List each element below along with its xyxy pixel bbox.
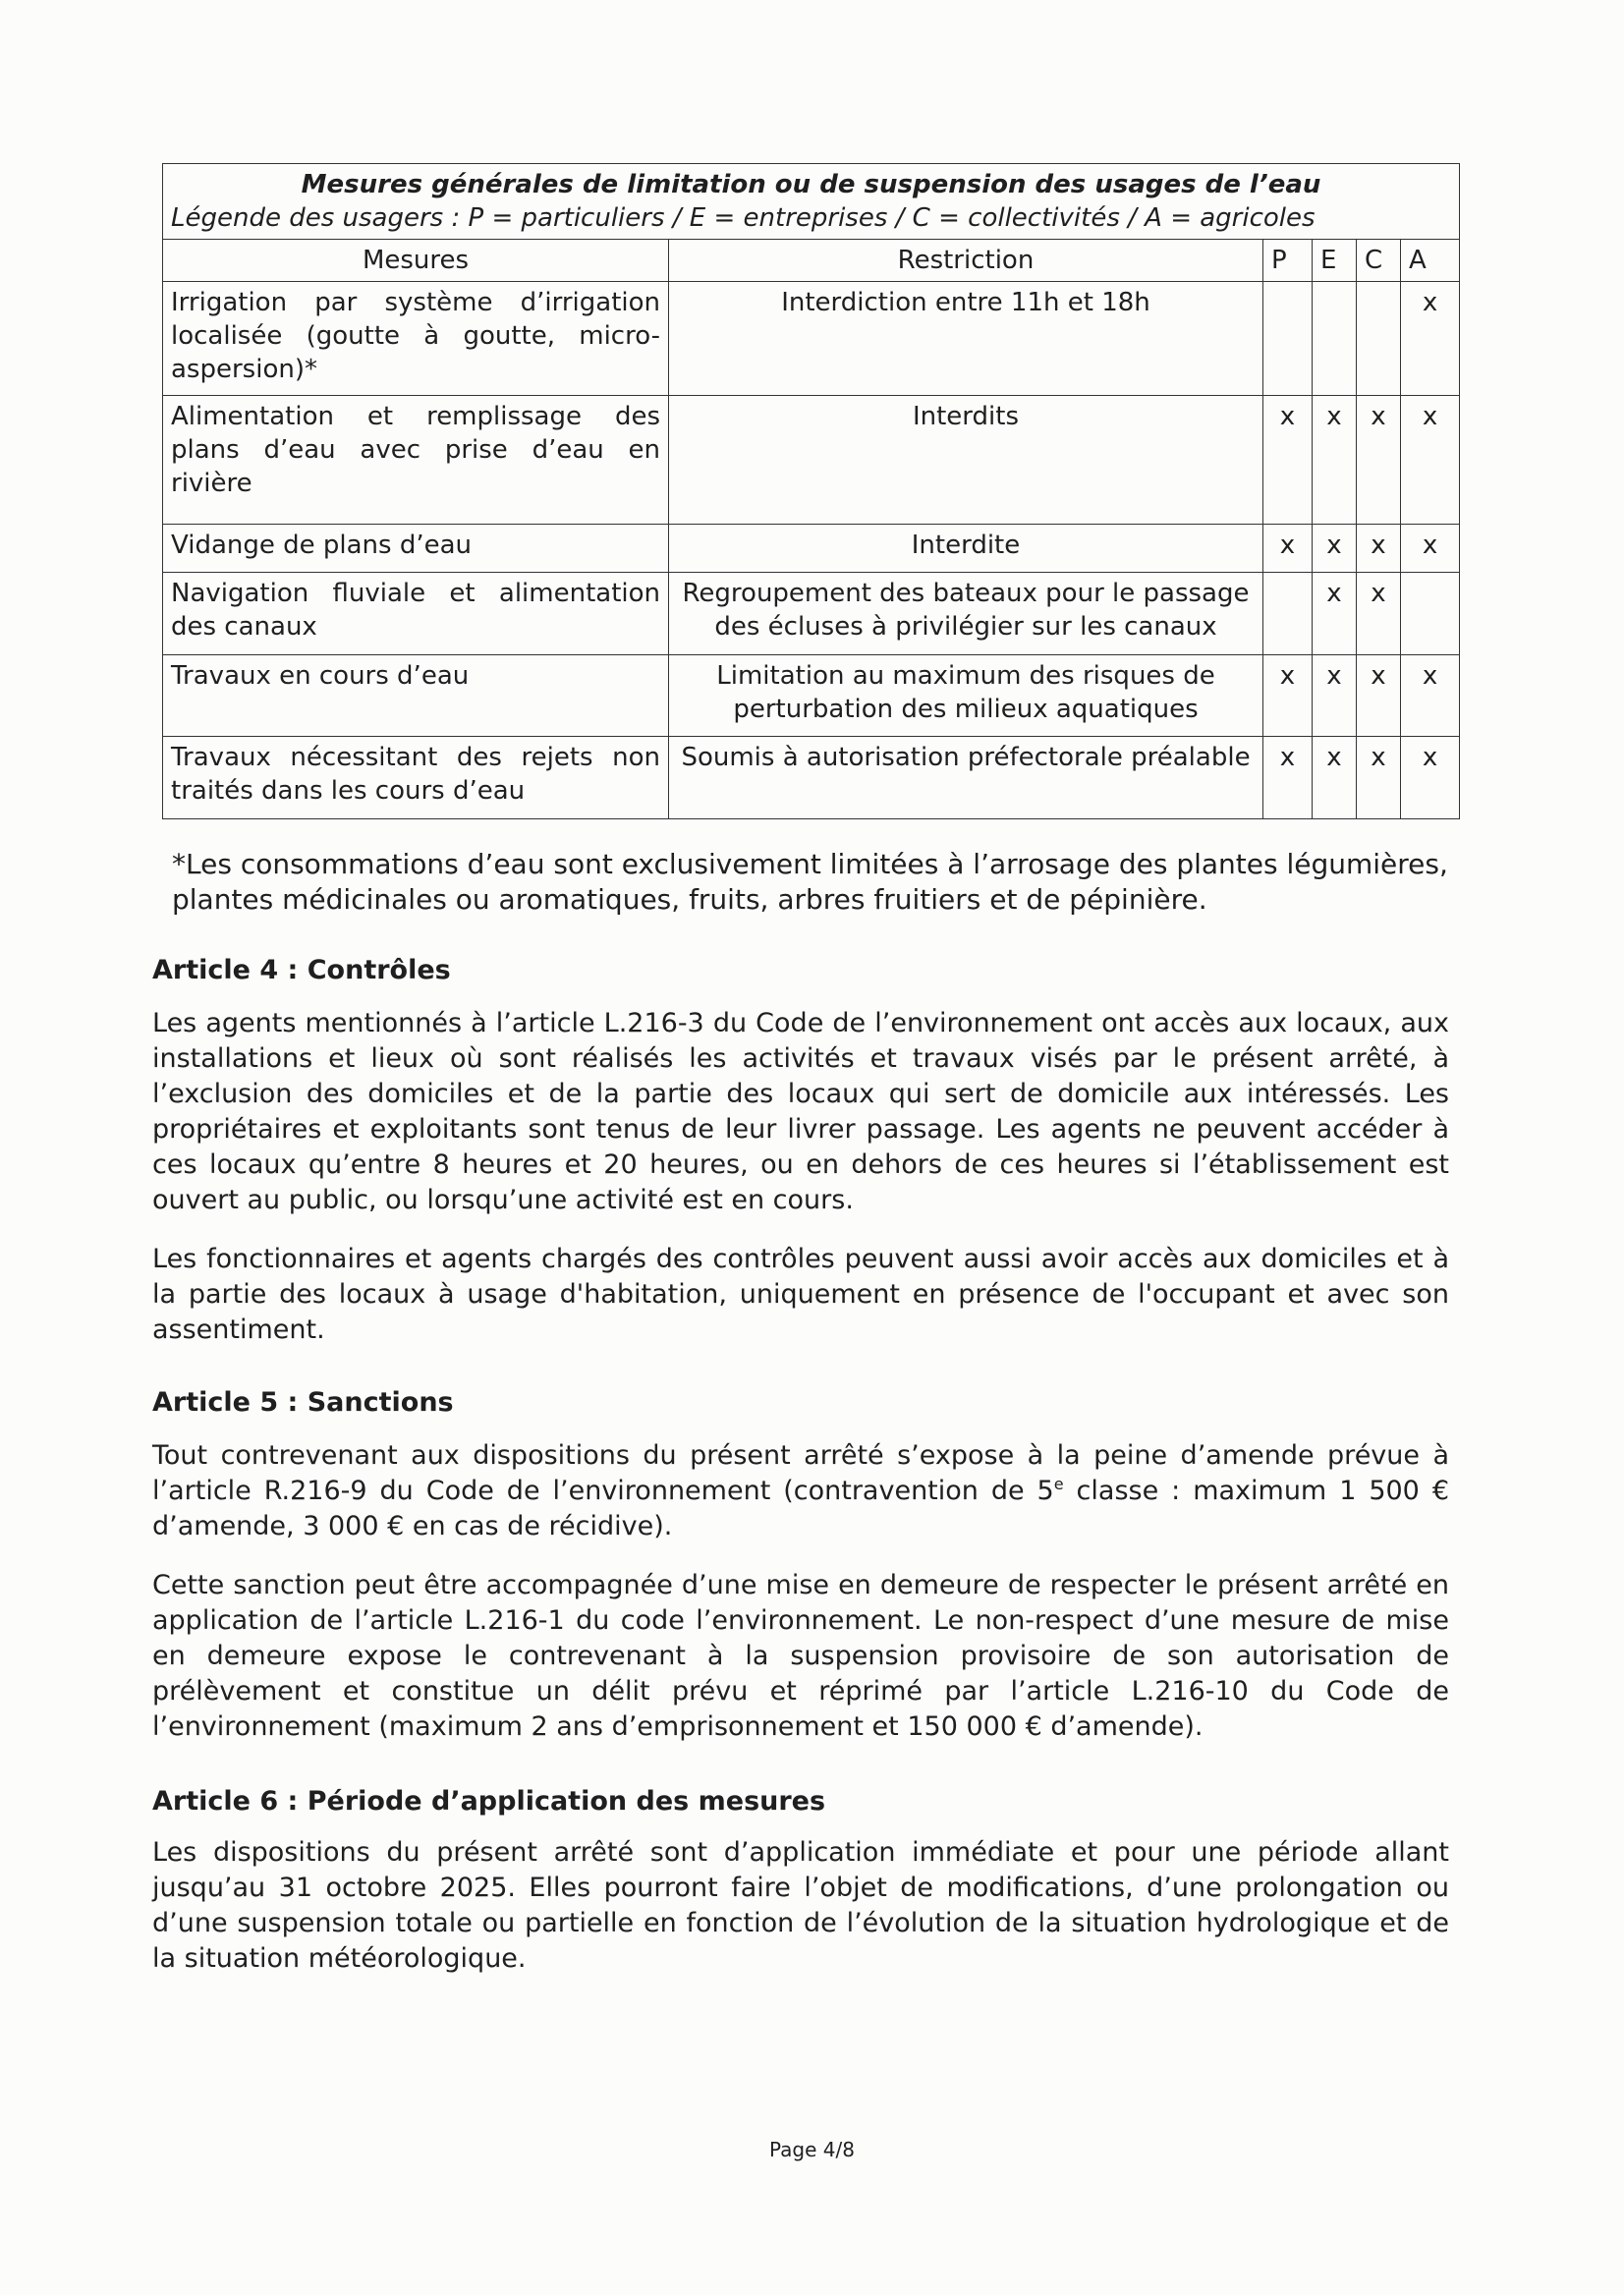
row-mark-c: x	[1357, 525, 1401, 573]
row-mark-p: x	[1263, 655, 1313, 737]
row-mark-p: x	[1263, 737, 1313, 819]
article-5-paragraph-2: Cette sanction peut être accompagnée d’une mise en demeure de respecter le présent arrêté en application de l’article L.216-1 du code l’environnement. Le non-respect d’une mesure de mise en demeure expose le contrevenant à la suspension provisoire de son autorisation de prélèvement et constitue un délit prévu et réprimé par l’article L.216-10 du Code de l’environnement (maximum 2 ans d’emprisonnement et 150 000 € d’amende).	[152, 1570, 1449, 1742]
row-restriction: Interdiction entre 11h et 18h	[669, 282, 1263, 396]
row-mark-c	[1357, 282, 1401, 396]
table-row	[163, 655, 1460, 737]
row-mark-a: x	[1401, 396, 1460, 525]
row-mesure: Irrigation par système d’irrigation localisée (goutte à goutte, micro-aspersion)*	[163, 282, 669, 396]
row-mark-c: x	[1357, 573, 1401, 655]
article-4-title: Article 4 : Contrôles	[152, 955, 451, 985]
table-row	[163, 525, 1460, 573]
row-restriction: Regroupement des bateaux pour le passage des écluses à privilégier sur les canaux	[669, 573, 1263, 655]
row-mark-a	[1401, 573, 1460, 655]
table-row	[163, 573, 1460, 655]
header-e: E	[1313, 240, 1357, 282]
row-mesure: Vidange de plans d’eau	[163, 525, 669, 573]
article-4-paragraph-1: Les agents mentionnés à l’article L.216-3 du Code de l’environnement ont accès aux locaux, aux installations et lieux où sont réalisés les activités et travaux visés par le présent arrêté, à l’exclusion des domiciles et de la partie des locaux qui sert de domicile aux intéressés. Les propriétaires et exploitants sont tenus de leur livrer passage. Les agents ne peuvent accéder à ces locaux qu’entre 8 heures et 20 heures, ou en dehors de ces heures si l’établissement est ouvert au public, ou lorsqu’une activité est en cours.	[152, 1008, 1449, 1215]
row-mark-e: x	[1313, 525, 1357, 573]
row-mark-a: x	[1401, 737, 1460, 819]
row-restriction: Soumis à autorisation préfectorale préalable	[669, 737, 1263, 819]
article-5-paragraph-1	[152, 1438, 1449, 1544]
row-mark-e: x	[1313, 655, 1357, 737]
row-mark-c: x	[1357, 655, 1401, 737]
table-row	[163, 396, 1460, 525]
table-footnote: *Les consommations d’eau sont exclusivement limitées à l’arrosage des plantes légumières, plantes médicinales ou aromatiques, fruits, arbres fruitiers et de pépinière.	[172, 848, 1448, 916]
row-mark-e	[1313, 282, 1357, 396]
header-mesures: Mesures	[163, 240, 669, 282]
header-p: P	[1263, 240, 1313, 282]
table-title-cell	[163, 164, 1460, 240]
row-mark-e: x	[1313, 573, 1357, 655]
table-legend: Légende des usagers : P = particuliers / E = entreprises / C = collectivités / A = agricoles	[171, 203, 1316, 233]
table-title-row	[163, 164, 1460, 240]
row-restriction: Limitation au maximum des risques de perturbation des milieux aquatiques	[669, 655, 1263, 737]
row-mark-c: x	[1357, 737, 1401, 819]
article-4-paragraph-2: Les fonctionnaires et agents chargés des contrôles peuvent aussi avoir accès aux domiciles et à la partie des locaux à usage d'habitation, uniquement en présence de l'occupant et avec son assentiment.	[152, 1244, 1449, 1345]
row-mesure: Travaux en cours d’eau	[163, 655, 669, 737]
article-6-paragraph-1: Les dispositions du présent arrêté sont d’application immédiate et pour une période allant jusqu’au 31 octobre 2025. Elles pourront faire l’objet de modifications, d’une prolongation ou d’une suspension totale ou partielle en fonction de l’évolution de la situation hydrologique et de la situation météorologique.	[152, 1837, 1449, 1974]
table-row	[163, 737, 1460, 819]
table-header-row	[163, 240, 1460, 282]
row-mark-p: x	[1263, 396, 1313, 525]
measures-table	[162, 163, 1460, 819]
header-a: A	[1401, 240, 1460, 282]
row-mark-e: x	[1313, 737, 1357, 819]
row-mark-p: x	[1263, 525, 1313, 573]
header-restriction: Restriction	[669, 240, 1263, 282]
row-mark-c: x	[1357, 396, 1401, 525]
page-number: Page 4/8	[769, 2138, 855, 2161]
row-mark-a: x	[1401, 525, 1460, 573]
article-5-title: Article 5 : Sanctions	[152, 1387, 454, 1418]
table-row	[163, 282, 1460, 396]
row-mark-a: x	[1401, 655, 1460, 737]
row-mesure: Navigation fluviale et alimentation des canaux	[163, 573, 669, 655]
row-mesure: Alimentation et remplissage des plans d’eau avec prise d’eau en rivière	[163, 396, 669, 525]
article-6-title: Article 6 : Période d’application des mesures	[152, 1786, 826, 1817]
article-5-paragraph-1-start: Tout contrevenant aux dispositions du présent arrêté s’expose à la peine d’amende prévue à l’article R.216-9 du Code de l’environnement (contravention de 5	[152, 1440, 1449, 1506]
row-mark-e: x	[1313, 396, 1357, 525]
ordinal-superscript: e	[1053, 1475, 1064, 1493]
article-5-paragraph-1-end: classe : maximum 1 500 € d’amende, 3 000 € en cas de récidive).	[152, 1476, 1449, 1541]
row-mark-p	[1263, 282, 1313, 396]
row-mark-a: x	[1401, 282, 1460, 396]
table-title: Mesures générales de limitation ou de suspension des usages de l’eau	[301, 170, 1321, 199]
row-restriction: Interdits	[669, 396, 1263, 525]
row-restriction: Interdite	[669, 525, 1263, 573]
row-mesure: Travaux nécessitant des rejets non traités dans les cours d’eau	[163, 737, 669, 819]
row-mark-p	[1263, 573, 1313, 655]
header-c: C	[1357, 240, 1401, 282]
